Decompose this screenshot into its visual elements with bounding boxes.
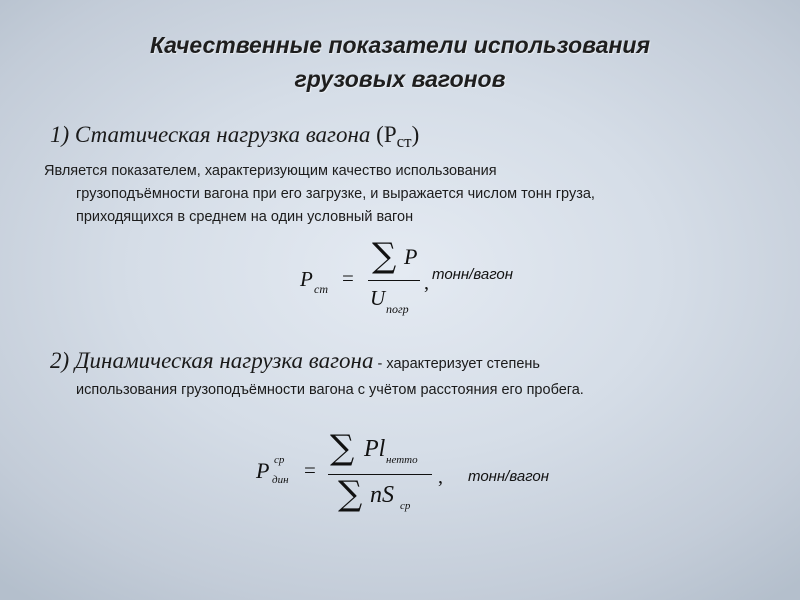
- formula-2-lhs-main: P: [256, 458, 270, 483]
- formula-2-numerator-main: Pl: [364, 436, 386, 462]
- section-1-text-line-1: Является показателем, характеризующим качество использования: [44, 163, 497, 179]
- section-2-heading: [50, 346, 770, 401]
- formula-dynamic-load: [252, 428, 592, 526]
- formula-1-lhs-sub: cm: [314, 282, 328, 296]
- section-2-heading-text: Динамическая нагрузка вагона: [74, 348, 374, 373]
- formula-1-denominator-sub: погр: [386, 302, 409, 316]
- formula-1-unit: тонн/вагон: [432, 266, 514, 283]
- formula-2-lhs-sup: ср: [274, 454, 285, 466]
- title-line-1: Качественные показатели использования: [149, 32, 651, 58]
- formula-1-numerator: P: [404, 244, 418, 269]
- formula-2-equals: =: [304, 458, 316, 482]
- formula-1-fraction-bar: [368, 280, 420, 281]
- formula-2-lhs-sub: дин: [272, 474, 289, 486]
- section-1-text-line-2: грузоподъёмности вагона при его загрузке, и выражается числом тонн груза,: [76, 186, 595, 202]
- section-1-symbol-close: ): [411, 122, 420, 147]
- formula-1-sum-symbol: ∑: [372, 236, 397, 276]
- section-1-heading: [50, 120, 419, 157]
- section-1-text-line-3: приходящихся в среднем на один условный вагон: [76, 209, 414, 225]
- formula-static-load: [296, 236, 556, 328]
- formula-2-denominator-sub: ср: [400, 500, 411, 512]
- formula-1-equals: =: [342, 266, 354, 290]
- formula-2-unit: тонн/вагон: [468, 468, 550, 485]
- formula-1-lhs-main: P: [300, 267, 313, 291]
- section-2-description-line-2: использования грузоподъёмности вагона с учётом расстояния его пробега.: [76, 382, 584, 398]
- section-1-description: [44, 160, 764, 229]
- formula-1-comma: ,: [424, 272, 429, 294]
- section-1-symbol-open: (Р: [376, 122, 397, 147]
- section-2-heading-line-1: [50, 346, 770, 379]
- section-1-number: 1): [50, 122, 70, 147]
- formula-2-comma: ,: [438, 466, 443, 488]
- formula-2-sum-symbol-bottom: ∑: [338, 474, 363, 514]
- section-2-number: 2): [50, 348, 70, 373]
- formula-2-denominator-main: nS: [370, 482, 394, 508]
- slide-title: [60, 28, 740, 96]
- formula-1-denominator-main: U: [370, 286, 386, 310]
- section-1-heading-text: Статическая нагрузка вагона: [74, 122, 371, 147]
- formula-2-numerator-sub: нетто: [386, 454, 418, 466]
- formula-2-sum-symbol-top: ∑: [330, 428, 355, 468]
- section-1-symbol-sub: ст: [396, 132, 412, 151]
- section-2-description-line-1: - характеризует степень: [373, 356, 540, 372]
- title-line-2: грузовых вагонов: [294, 66, 506, 92]
